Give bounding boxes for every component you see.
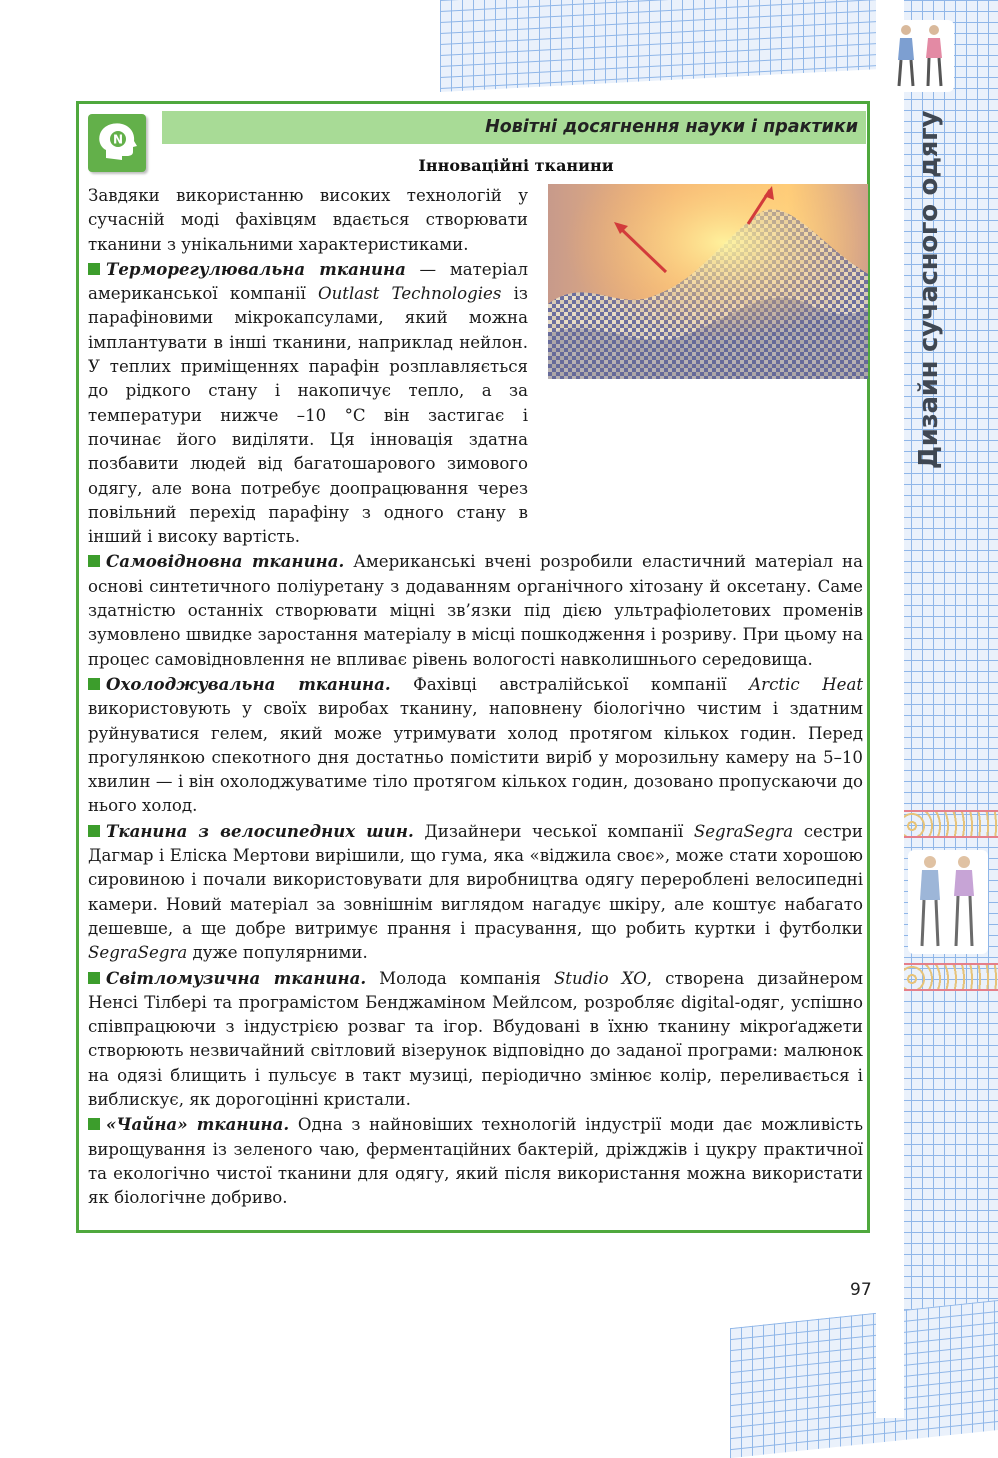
grid-paper-bottom-decoration [730, 1300, 998, 1458]
company-name: SegraSegra [88, 943, 188, 963]
rings-ornament [904, 963, 998, 991]
item-term: Самовідновна тканина. [106, 551, 345, 572]
fashion-figures-illustration [888, 20, 954, 92]
info-box [76, 101, 870, 1233]
item-term: «Чайна» тканина. [106, 1114, 290, 1135]
item-text: Дизайнери чеської компанії [413, 821, 694, 841]
article-title: Інноваційні тканини [418, 156, 614, 175]
item-term: Світломузична тканина. [106, 967, 367, 988]
svg-text:N: N [112, 132, 124, 147]
bullet-square-icon [88, 263, 100, 275]
bullet-square-icon [88, 972, 100, 984]
item-text: Одна з найновіших технологій індустрії моди дає можливість вирощування із зеленого чаю, ферментаційних бактерій, дріжджів і цукру практичної та екологічно чистої тканини для одягу, який після використання можна використати як біологічне добриво. [88, 1115, 863, 1208]
item-text: , створена дизайнером Ненсі Тілбері та програмістом Бенджаміном Мейлсом, розробляє digital-одяг, успішно співпрацюючи з індустрією розваг та ігор. Вбудовані в їхню тканину мікроґаджети створюють незвичайний світловий візерунок відповідно до заданої програми: малюнок на одязі блищить і пульсує в такт музиці, періодично змінює колір, переливається і виблискує, як дорогоцінні кристали. [88, 968, 863, 1109]
bullet-square-icon [88, 678, 100, 690]
section-banner [162, 111, 866, 144]
fashion-models-illustration [908, 850, 988, 954]
grid-paper-top-decoration [440, 0, 880, 92]
bullet-square-icon [88, 1118, 100, 1130]
item-text: Американські вчені розробили еластичний матеріал на основі синтетичного поліуретану з додаванням органічного хітозану й оксетану. Саме здатністю останніх створювати міцні зв’язки під дією ультрафіолетових променів зумовлено швидке заростання матеріалу в місці пошкодження і розриву. При цьому на процес самовідновлення не впливає рівень вологості навколишнього середовища. [88, 552, 864, 669]
list-item [88, 549, 863, 671]
item-term: Терморегулювальна тканина [106, 258, 406, 279]
article-body [88, 184, 863, 1210]
item-text: дуже популярними. [187, 943, 368, 963]
company-name: Outlast Technologies [317, 284, 502, 304]
item-text: сестри Дагмар і Еліска Мертови вирішили, що гума, яка «віджила своє», може стати хорошою сировиною і почали використовувати для виробництва одягу перероблені велосипедні камери. Новий матеріал за зовнішнім виглядом нагадує шкіру, але коштує набагато дешевше, а ще добре витримує прання і прасування, що робить куртки і футболки [88, 821, 863, 938]
item-term: Охолоджувальна тканина. [106, 673, 391, 694]
intro-paragraph: Завдяки використанню високих технологій у сучасній моді фахівцям вдається створювати тканини з унікальними характеристиками. [88, 186, 528, 254]
section-title: Новітні досягнення науки і практики [485, 117, 858, 137]
list-item [88, 1112, 863, 1210]
rings-ornament [904, 810, 998, 838]
company-name: SegraSegra [693, 821, 794, 841]
bullet-square-icon [88, 555, 100, 567]
company-name: Arctic Heat [749, 674, 864, 694]
list-item [88, 257, 528, 550]
dash-separator: — [405, 259, 450, 279]
bullet-square-icon [88, 825, 100, 837]
page-number: 97 [850, 1280, 872, 1300]
item-text: матеріал американської компанії [88, 259, 528, 304]
list-item [88, 966, 863, 1113]
item-text: із парафіновими мікрокапсулами, який можна імплантувати в інші тканини, наприклад нейлон. У теплих приміщеннях парафін розплавляється до рідкого стану і накопичує тепло, а за температури нижче –10 °С він застигає і починає його виділяти. Ця інновація здатна позбавити людей від багатошарового зимового одягу, але вона потребує доопрацювання через повільний перехід парафіну з одного стану в інший і високу вартість. [88, 284, 528, 547]
item-text: Молода компанія [366, 968, 554, 988]
list-item [88, 672, 863, 819]
item-text: використовують у своїх виробах тканину, наповнену біологічно чистим і здатним руйнуватися гелем, який може утримувати холод протягом кількох годин. Перед прогулянкою спекотного дня достатньо помістити виріб у морозильну камеру на 5–10 хвилин — і він охолоджуватиме тіло протягом кількох годин, дозовано пропускаючи до нього холод. [88, 699, 863, 816]
company-name: Studio XO [553, 968, 647, 988]
item-text: Фахівці австралійської компанії [390, 674, 750, 694]
chapter-side-title: Дизайн сучасного одягу [914, 110, 944, 470]
item-term: Тканина з велосипедних шин. [106, 820, 414, 841]
list-item [88, 819, 863, 966]
